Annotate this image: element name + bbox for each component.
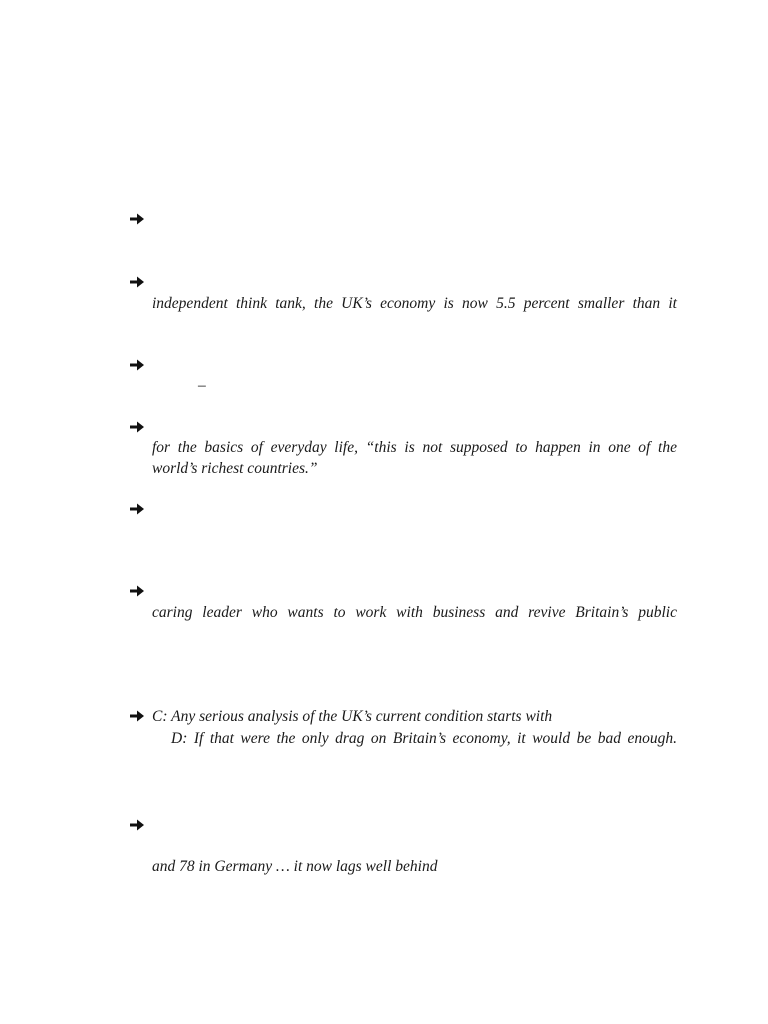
body-text-line: D: If that were the only drag on Britain’s economy, it would be bad enough. (171, 730, 677, 747)
arrow-bullet-icon (129, 709, 149, 725)
body-text-line: and 78 in Germany … it now lags well behind (152, 858, 438, 875)
dash-text: – (198, 377, 206, 394)
arrow-bullet-icon (129, 275, 149, 291)
body-text-line: caring leader who wants to work with business and revive Britain’s public (152, 604, 677, 621)
arrow-bullet-icon (129, 818, 149, 834)
arrow-bullet-icon (129, 584, 149, 600)
arrow-bullet-icon (129, 212, 149, 228)
body-text-line: C: Any serious analysis of the UK’s current condition starts with (152, 708, 553, 725)
arrow-bullet-icon (129, 420, 149, 436)
body-text-line: independent think tank, the UK’s economy is now 5.5 percent smaller than it (152, 295, 677, 312)
body-text-line: world’s richest countries.” (152, 460, 318, 477)
body-text-line: for the basics of everyday life, “this is not supposed to happen in one of the (152, 439, 677, 456)
arrow-bullet-icon (129, 358, 149, 374)
arrow-bullet-icon (129, 502, 149, 518)
